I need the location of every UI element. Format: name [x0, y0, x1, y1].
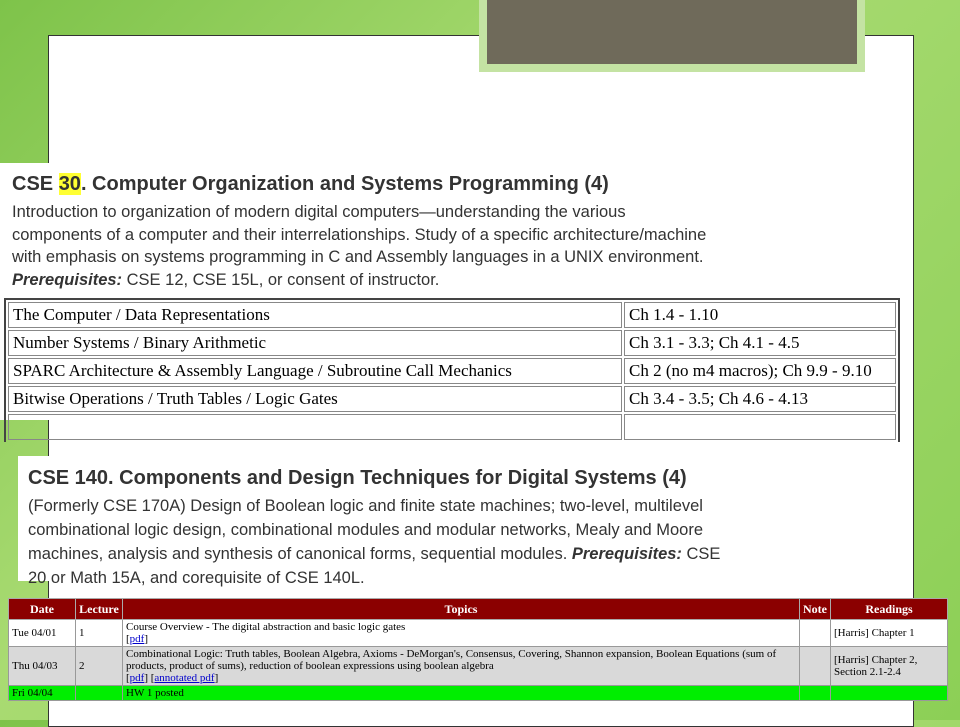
cse30-title-prefix: CSE — [12, 173, 59, 195]
cse140-desc-line: (Formerly CSE 170A) Design of Boolean logic and finite state machines; two-level, multilevel — [28, 497, 703, 515]
table-row — [9, 620, 948, 647]
table-row — [9, 686, 948, 701]
empty-cell — [8, 414, 622, 440]
date-cell: Tue 04/01 — [9, 620, 76, 647]
note-cell — [800, 647, 831, 686]
cse30-title-number: 30 — [58, 173, 81, 195]
date-cell: Fri 04/04 — [9, 686, 76, 701]
chapter-cell: Ch 3.1 - 3.3; Ch 4.1 - 4.5 — [624, 330, 896, 356]
topic-cell — [123, 647, 800, 686]
topic-links: [pdf] — [126, 633, 149, 645]
cse30-title-rest: . Computer Organization and Systems Programming (4) — [80, 173, 609, 195]
table-row — [9, 647, 948, 686]
chapter-cell: Ch 3.4 - 3.5; Ch 4.6 - 4.13 — [624, 386, 896, 412]
cse30-description — [12, 201, 706, 291]
cse30-topics-table — [4, 298, 900, 442]
cse30-prereq-label: Prerequisites: — [12, 270, 123, 289]
readings-cell: [Harris] Chapter 1 — [831, 620, 948, 647]
cse140-desc-line: 20 or Math 15A, and corequisite of CSE 140L. — [28, 569, 365, 587]
cse140-line3-text: machines, analysis and synthesis of canonical forms, sequential modules. — [28, 545, 572, 563]
pdf-link[interactable]: pdf — [129, 633, 145, 645]
header-lecture: Lecture — [76, 599, 123, 620]
date-cell: Thu 04/03 — [9, 647, 76, 686]
empty-cell — [624, 414, 896, 440]
lecture-cell: 2 — [76, 647, 123, 686]
topic-cell: Number Systems / Binary Arithmetic — [8, 330, 622, 356]
annotated-pdf-link[interactable]: annotated pdf — [154, 672, 215, 684]
table-row-cutoff — [8, 414, 896, 440]
cse140-catalog-screenshot — [18, 456, 913, 587]
header-note: Note — [800, 599, 831, 620]
cse140-desc-line: combinational logic design, combinational modules and modular networks, Mealy and Moore — [28, 521, 704, 539]
cse30-desc-line: with emphasis on systems programming in C and Assembly languages in a UNIX environment. — [12, 248, 704, 266]
header-readings: Readings — [831, 599, 948, 620]
pdf-link[interactable]: pdf — [129, 672, 145, 684]
readings-cell: [Harris] Chapter 2, Section 2.1-2.4 — [831, 647, 948, 686]
chapter-cell: Ch 1.4 - 1.10 — [624, 302, 896, 328]
topic-cell: HW 1 posted — [123, 686, 800, 701]
slide-title-placeholder — [479, 0, 865, 72]
topic-links: [pdf] [annotated pdf] — [126, 672, 219, 684]
cse140-prereq-label: Prerequisites: — [571, 545, 682, 563]
cse140-description — [28, 494, 720, 590]
schedule-header-row — [9, 599, 948, 620]
cse30-desc-line: components of a computer and their interrelationships. Study of a specific architecture/machine — [12, 225, 707, 244]
cse30-title — [12, 173, 609, 196]
lecture-cell: 1 — [76, 620, 123, 647]
cse30-prereq-text: CSE 12, CSE 15L, or consent of instructor. — [122, 270, 440, 289]
header-date: Date — [9, 599, 76, 620]
topic-cell: SPARC Architecture & Assembly Language / Subroutine Call Mechanics — [8, 358, 622, 384]
topic-text: Combinational Logic: Truth tables, Boolean Algebra, Axioms - DeMorgan's, Consensus, Covering, Shannon expansion, Boolean Equations (sum of products, product of sums), reduction of boolean expressions using boolean algebra — [126, 648, 777, 672]
schedule-table — [8, 598, 948, 701]
topic-text: Course Overview - The digital abstraction and basic logic gates — [126, 621, 406, 633]
cse140-line3-tail: CSE — [681, 545, 721, 563]
table-row — [8, 386, 896, 412]
note-cell — [800, 620, 831, 647]
title-placeholder-fill — [487, 0, 857, 64]
topic-cell: Bitwise Operations / Truth Tables / Logic Gates — [8, 386, 622, 412]
topic-cell: The Computer / Data Representations — [8, 302, 622, 328]
table-row — [8, 330, 896, 356]
lecture-cell — [76, 686, 123, 701]
cse30-catalog-screenshot — [0, 163, 904, 420]
cse140-desc-line — [28, 542, 720, 566]
cse30-desc-line: Introduction to organization of modern digital computers—understanding the various — [12, 203, 626, 221]
table-row — [8, 302, 896, 328]
cse30-prereq-line — [12, 269, 706, 292]
readings-cell — [831, 686, 948, 701]
cse140-title: CSE 140. Components and Design Techniques for Digital Systems (4) — [28, 467, 687, 489]
note-cell — [800, 686, 831, 701]
chapter-cell: Ch 2 (no m4 macros); Ch 9.9 - 9.10 — [624, 358, 896, 384]
topic-cell — [123, 620, 800, 647]
table-row — [8, 358, 896, 384]
header-topics: Topics — [123, 599, 800, 620]
